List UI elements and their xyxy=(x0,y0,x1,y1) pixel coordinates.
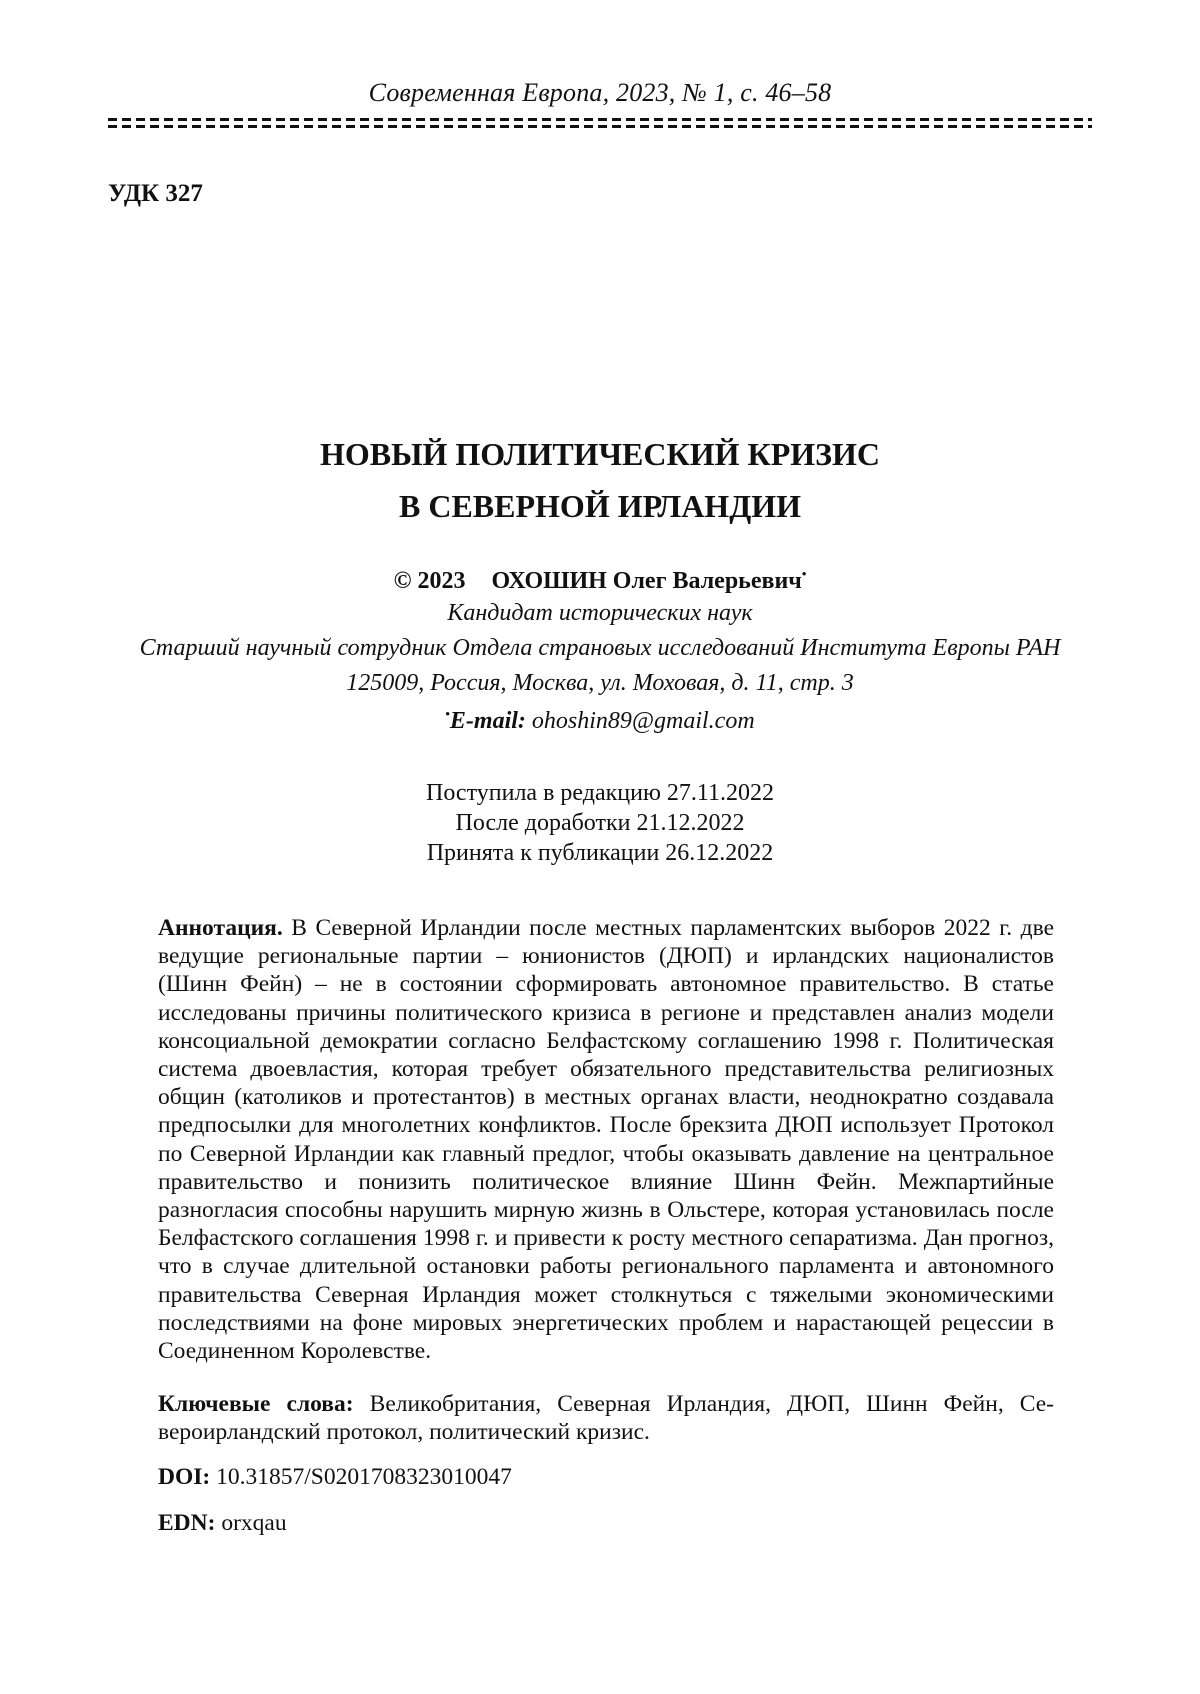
edn-line xyxy=(158,1510,287,1537)
abstract-label: Аннотация. xyxy=(158,915,283,941)
doi-value[interactable]: 10.31857/S0201708323010047 xyxy=(216,1464,512,1490)
author-position: Старший научный сотрудник Отдела страновых исследований Института Европы РАН xyxy=(139,635,1061,661)
email-marker: • xyxy=(445,706,450,721)
doi-label: DOI: xyxy=(158,1464,211,1490)
journal-running-header: Современная Европа, 2023, № 1, с. 46–58 xyxy=(368,78,832,107)
article-title-line-2: В СЕВЕРНОЙ ИРЛАНДИИ xyxy=(399,488,801,524)
author-name: ОХОШИН Олег Валерьевич xyxy=(491,568,802,594)
udk-code: УДК 327 xyxy=(108,180,203,207)
author-line xyxy=(0,566,1200,595)
keywords-text: Великобритания, Северная Ирландия, ДЮП, Шинн Фейн, Североирландский протокол, политический кризис. xyxy=(158,1391,1054,1446)
author-marker: • xyxy=(801,566,807,581)
email-address[interactable]: ohoshin89@gmail.com xyxy=(531,708,755,734)
author-address: 125009, Россия, Москва, ул. Моховая, д. 11, стр. 3 xyxy=(346,670,854,696)
author-degree: Кандидат исторических наук xyxy=(447,600,753,626)
keywords xyxy=(158,1390,1054,1446)
date-received: Поступила в редакцию 27.11.2022 xyxy=(426,780,774,806)
submission-dates xyxy=(0,778,1200,868)
doi-line xyxy=(158,1464,512,1491)
article-title xyxy=(0,428,1200,532)
article-title-line-1: НОВЫЙ ПОЛИТИЧЕСКИЙ КРИЗИС xyxy=(319,436,881,472)
edn-value: orxqau xyxy=(221,1510,287,1536)
abstract-text: В Северной Ирландии после местных парламентских выборов 2022 г. две ведущие региональные партии – юнионистов (ДЮП) и ирландских националистов (Шинн Фейн) – не в состоянии сформировать автономное правительство. В статье исследованы причины политического кризиса в регионе и представлен анализ модели консоциальной демократии согласно Белфастскому соглашению 1998 г. Политическая система двоевластия, которая требует обязательного представительства религиозных общин (католиков и протестантов) в местных органах власти, неоднократно создавала предпосылки для многолетних конфликтов. После брекзита ДЮП использует Протокол по Северной Ирландии как главный предлог, чтобы оказывать давление на центральное правительство и понизить политическое влияние Шинн Фейн. Межпартийные разногласия способны нарушить мирную жизнь в Ольстере, которая установилась после Белфастского соглашения 1998 г. и привести к росту местного сепаратизма. Дан прогноз, что в случае длительной остановки работы регионального парламента и автономного правительства Северная Ирландия может столкнуться с тяжелыми экономическими последствиями на фоне мировых энергетических проблем и нарастающей рецессии в Соединенном Королевстве. xyxy=(158,915,1055,1365)
date-accepted: Принята к публикации 26.12.2022 xyxy=(426,840,774,866)
author-email-line xyxy=(0,706,1200,735)
edn-label: EDN: xyxy=(158,1510,216,1536)
abstract xyxy=(158,914,1054,1365)
date-revised: После доработки 21.12.2022 xyxy=(455,810,745,836)
copyright-year: © 2023 xyxy=(393,568,466,594)
email-label: E-mail: xyxy=(449,708,526,734)
keywords-label: Ключевые слова: xyxy=(158,1391,354,1417)
header-double-dashed-rule xyxy=(108,118,1092,130)
